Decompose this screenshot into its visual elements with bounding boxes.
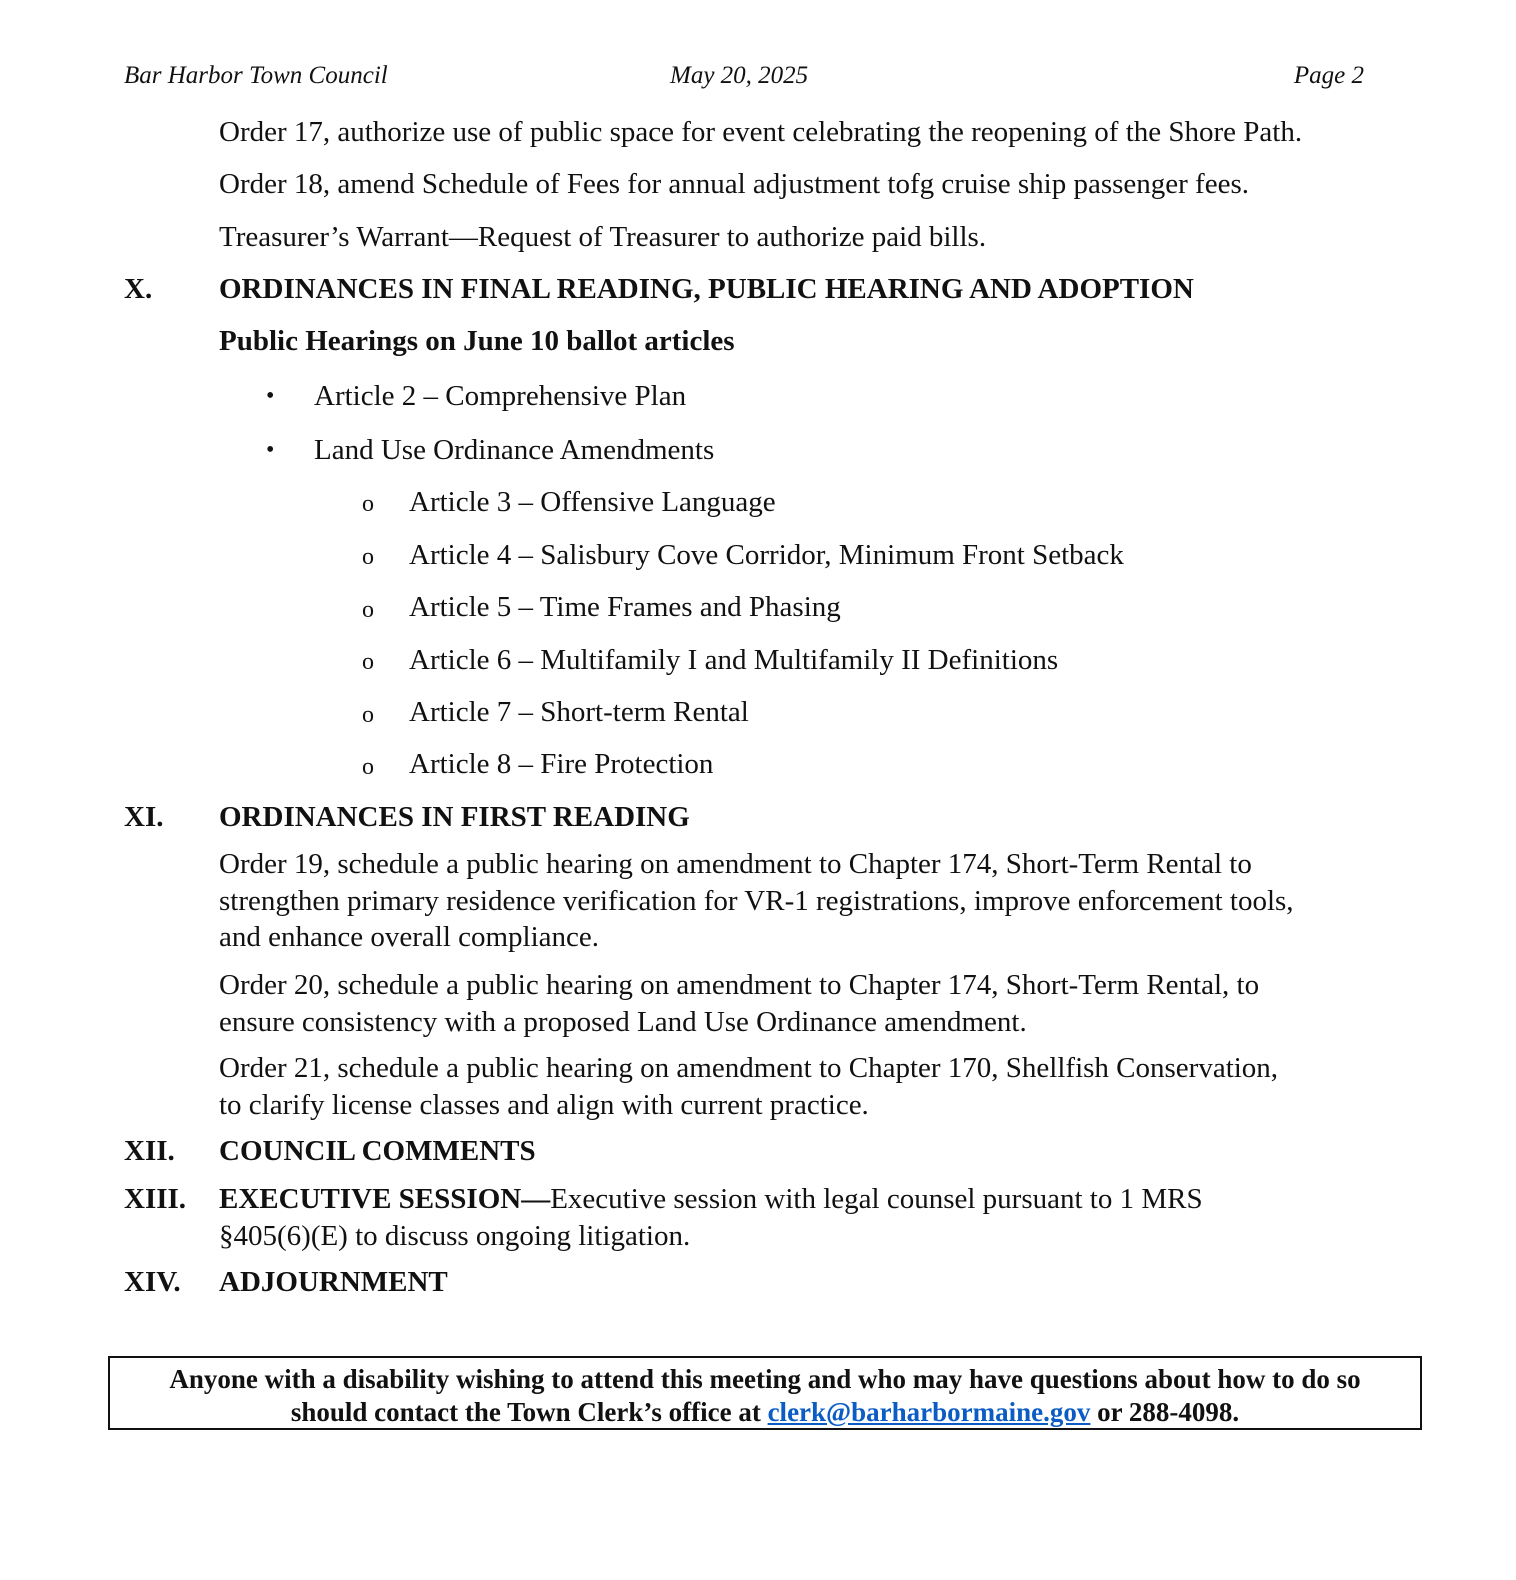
section-xi-title: ORDINANCES IN FIRST READING bbox=[219, 801, 690, 833]
sub-bullet-item: Article 8 – Fire Protection bbox=[409, 748, 714, 780]
page-header bbox=[124, 62, 1364, 96]
order-21-line-2: to clarify license classes and align with current practice. bbox=[219, 1089, 869, 1121]
section-xiii-numeral: XIII. bbox=[124, 1183, 187, 1215]
notice-prefix: should contact the Town Clerk’s office at bbox=[290, 1397, 768, 1427]
notice-line-2 bbox=[110, 1396, 1420, 1429]
sub-bullet-item: Article 6 – Multifamily I and Multifamily II Definitions bbox=[409, 644, 1059, 676]
section-xi-numeral: XI. bbox=[124, 801, 164, 833]
header-council-name: Bar Harbor Town Council bbox=[124, 62, 388, 89]
treasurers-warrant: Treasurer’s Warrant—Request of Treasurer to authorize paid bills. bbox=[219, 221, 987, 253]
clerk-email-link[interactable]: clerk@barharbormaine.gov bbox=[767, 1397, 1091, 1427]
order-20-line-1: Order 20, schedule a public hearing on amendment to Chapter 174, Short-Term Rental, to bbox=[219, 969, 1260, 1001]
order-19-line-1: Order 19, schedule a public hearing on amendment to Chapter 174, Short-Term Rental to bbox=[219, 848, 1252, 880]
sub-bullet-marker: o bbox=[362, 649, 374, 675]
section-x-title: ORDINANCES IN FINAL READING, PUBLIC HEARING AND ADOPTION bbox=[219, 273, 1194, 305]
sub-bullet-marker: o bbox=[362, 702, 374, 728]
order-20-line-2: ensure consistency with a proposed Land Use Ordinance amendment. bbox=[219, 1006, 1027, 1038]
section-xiv-numeral: XIV. bbox=[124, 1266, 181, 1298]
notice-line-1: Anyone with a disability wishing to attend this meeting and who may have questions about how to do so bbox=[169, 1364, 1361, 1394]
order-19-line-3: and enhance overall compliance. bbox=[219, 921, 600, 953]
section-xii-title: COUNCIL COMMENTS bbox=[219, 1135, 536, 1167]
bullet-marker: • bbox=[266, 383, 275, 409]
header-date: May 20, 2025 bbox=[670, 62, 809, 89]
section-x-numeral: X. bbox=[124, 273, 153, 305]
bullet-item: Land Use Ordinance Amendments bbox=[314, 434, 715, 466]
section-xii-numeral: XII. bbox=[124, 1135, 175, 1167]
section-xiii-text: Executive session with legal counsel pursuant to 1 MRS bbox=[550, 1183, 1203, 1215]
sub-bullet-marker: o bbox=[362, 491, 374, 517]
sub-bullet-item: Article 5 – Time Frames and Phasing bbox=[409, 591, 841, 623]
section-xiii-line-2: §405(6)(E) to discuss ongoing litigation. bbox=[219, 1220, 691, 1252]
section-xiii-title: EXECUTIVE SESSION— bbox=[219, 1183, 551, 1215]
section-xiv-title: ADJOURNMENT bbox=[219, 1266, 448, 1298]
sub-bullet-item: Article 3 – Offensive Language bbox=[409, 486, 776, 518]
accessibility-notice bbox=[108, 1356, 1422, 1430]
section-x-subheading: Public Hearings on June 10 ballot articles bbox=[219, 325, 735, 357]
order-21-line-1: Order 21, schedule a public hearing on amendment to Chapter 170, Shellfish Conservation, bbox=[219, 1052, 1279, 1084]
order-18: Order 18, amend Schedule of Fees for annual adjustment tofg cruise ship passenger fees. bbox=[219, 168, 1249, 200]
sub-bullet-item: Article 7 – Short-term Rental bbox=[409, 696, 749, 728]
bullet-marker: • bbox=[266, 437, 275, 463]
sub-bullet-item: Article 4 – Salisbury Cove Corridor, Minimum Front Setback bbox=[409, 539, 1124, 571]
order-19-line-2: strengthen primary residence verification for VR-1 registrations, improve enforcement tools, bbox=[219, 885, 1294, 917]
header-page-number: Page 2 bbox=[1293, 62, 1364, 89]
bullet-item: Article 2 – Comprehensive Plan bbox=[314, 380, 687, 412]
sub-bullet-marker: o bbox=[362, 597, 374, 623]
notice-suffix: or 288-4098. bbox=[1090, 1397, 1240, 1427]
sub-bullet-marker: o bbox=[362, 754, 374, 780]
section-xiii-line-1 bbox=[219, 1181, 1203, 1217]
sub-bullet-marker: o bbox=[362, 544, 374, 570]
order-17: Order 17, authorize use of public space for event celebrating the reopening of the Shore Path. bbox=[219, 116, 1303, 148]
